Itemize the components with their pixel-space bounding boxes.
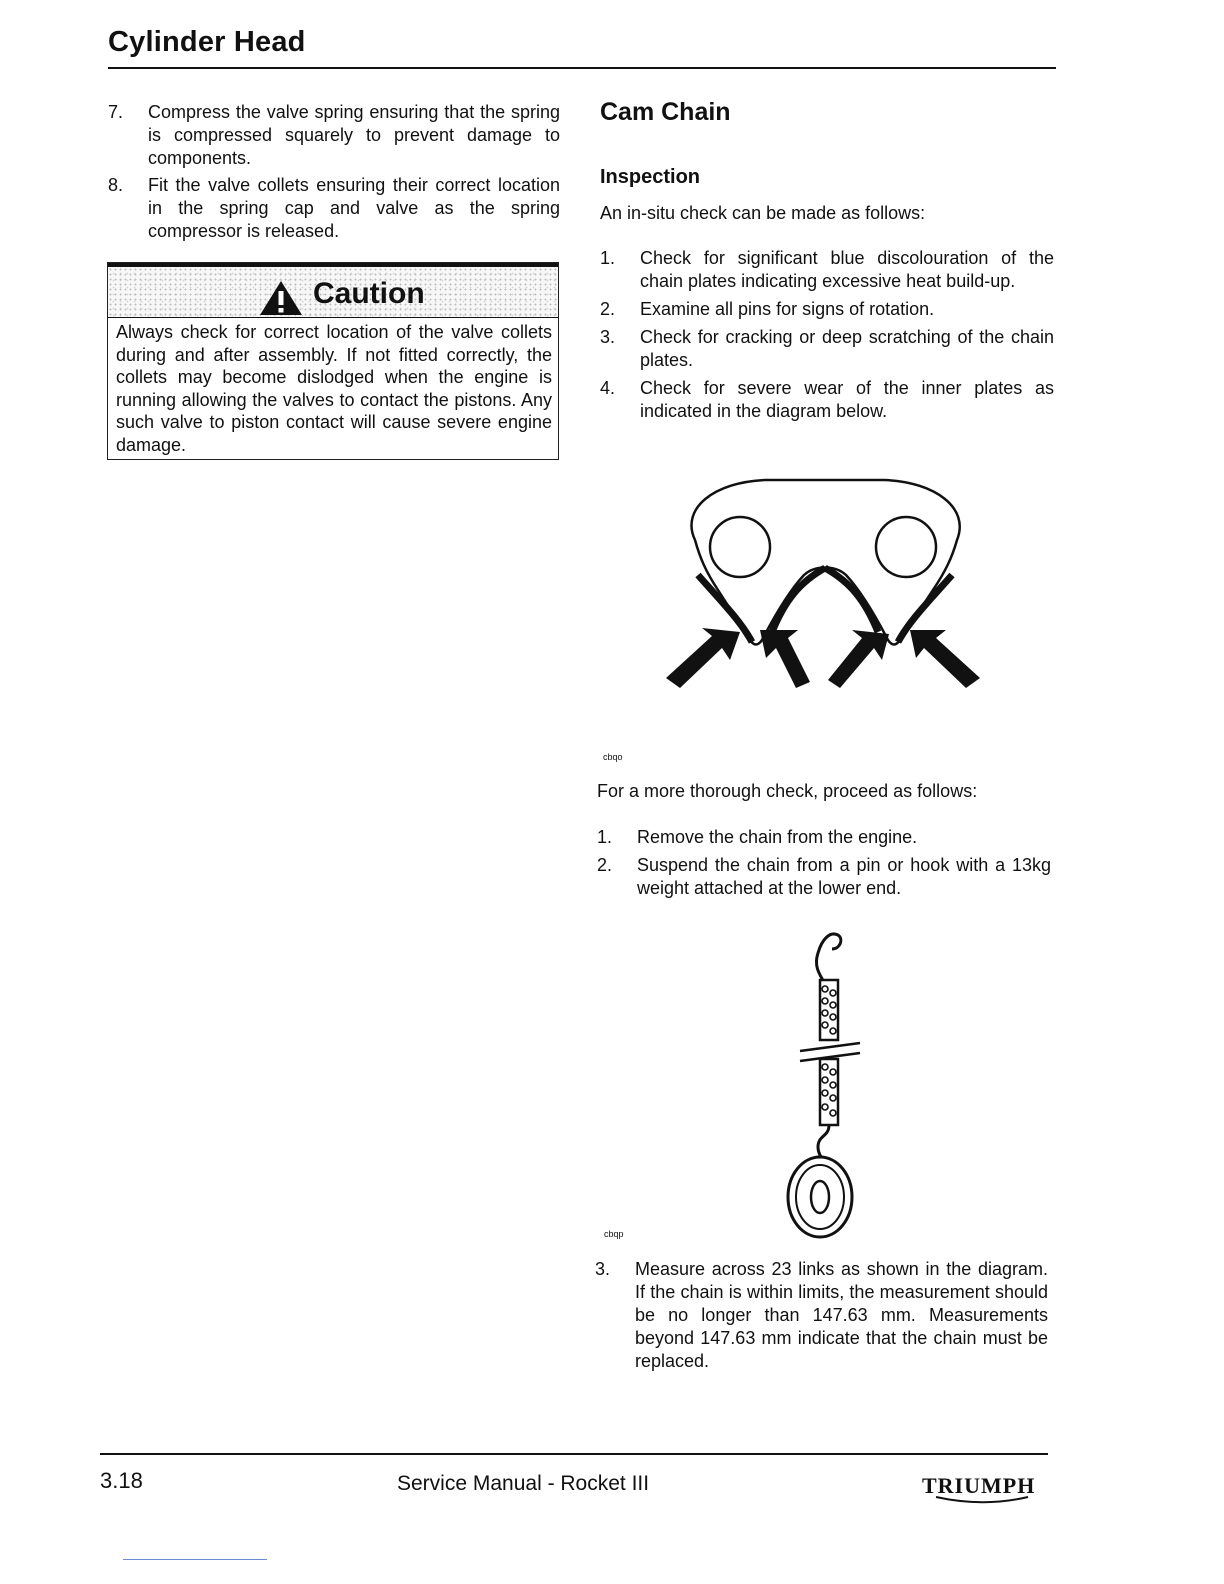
thorough-intro: For a more thorough check, proceed as follows:: [597, 781, 978, 801]
step-text: Check for significant blue discolouration of the chain plates indicating excessive heat build-up.: [640, 248, 1054, 291]
step-text: Remove the chain from the engine.: [637, 827, 918, 847]
step-text: Compress the valve spring ensuring that the spring is compressed squarely to prevent damage to components.: [148, 102, 560, 168]
list-item: [595, 1258, 1048, 1378]
list-item: [600, 247, 1054, 295]
step-number: 2.: [600, 299, 616, 319]
list-item: [597, 854, 1051, 902]
figure-code: cbqp: [604, 1229, 624, 1239]
page-title: Cylinder Head: [108, 26, 306, 58]
list-item: [600, 377, 1054, 425]
caution-title: Caution: [313, 277, 425, 310]
list-item: [600, 298, 1054, 322]
list-item: [597, 826, 1051, 850]
list-item: [108, 174, 560, 244]
step-text: Examine all pins for signs of rotation.: [640, 299, 935, 319]
warning-triangle-icon: [258, 279, 304, 317]
figure-code: cbqo: [603, 752, 623, 762]
caution-box: [107, 262, 559, 460]
step-number: 3.: [595, 1259, 611, 1279]
step-number: 2.: [597, 855, 613, 875]
step-text: Fit the valve collets ensuring their correct location in the spring cap and valve as the spring compressor is released.: [148, 175, 560, 241]
triumph-logo: [918, 1466, 1048, 1506]
list-item: [108, 101, 560, 171]
caution-header: [108, 263, 558, 318]
page-number: 3.18: [100, 1468, 143, 1493]
chain-suspension-diagram: [780, 925, 880, 1245]
step-text: Check for severe wear of the inner plates as indicated in the diagram below.: [640, 378, 1054, 421]
step-number: 1.: [600, 248, 616, 268]
footer-rule: [100, 1453, 1048, 1455]
step-text: Suspend the chain from a pin or hook with a 13kg weight attached at the lower end.: [637, 855, 1051, 898]
caution-text: Always check for correct location of the valve collets during and after assembly. If not fitted correctly, the collets may become dislodged when the engine is running allowing the valves to contact the pistons. Any such valve to piston contact will cause severe engine damage.: [116, 322, 552, 455]
step-number: 3.: [600, 327, 616, 347]
manual-title: Service Manual - Rocket III: [397, 1472, 650, 1495]
brand-name: TRIUMPH: [922, 1473, 1036, 1498]
step-number: 1.: [597, 827, 613, 847]
chain-plate-wear-diagram: [660, 470, 990, 695]
intro-text: An in-situ check can be made as follows:: [600, 203, 926, 223]
bottom-link-line: [123, 1559, 267, 1560]
step-number: 8.: [108, 175, 124, 195]
step-text: Check for cracking or deep scratching of the chain plates.: [640, 327, 1054, 370]
section-title: Cam Chain: [600, 98, 731, 126]
step-number: 7.: [108, 102, 124, 122]
step-text: Measure across 23 links as shown in the diagram. If the chain is within limits, the measurement should be no longer than 147.63 mm. Measurements beyond 147.63 mm indicate that the chain must be replaced.: [635, 1259, 1048, 1371]
subsection-title: Inspection: [600, 166, 701, 188]
header-rule: [108, 67, 1056, 69]
step-number: 4.: [600, 378, 616, 398]
list-item: [600, 326, 1054, 374]
